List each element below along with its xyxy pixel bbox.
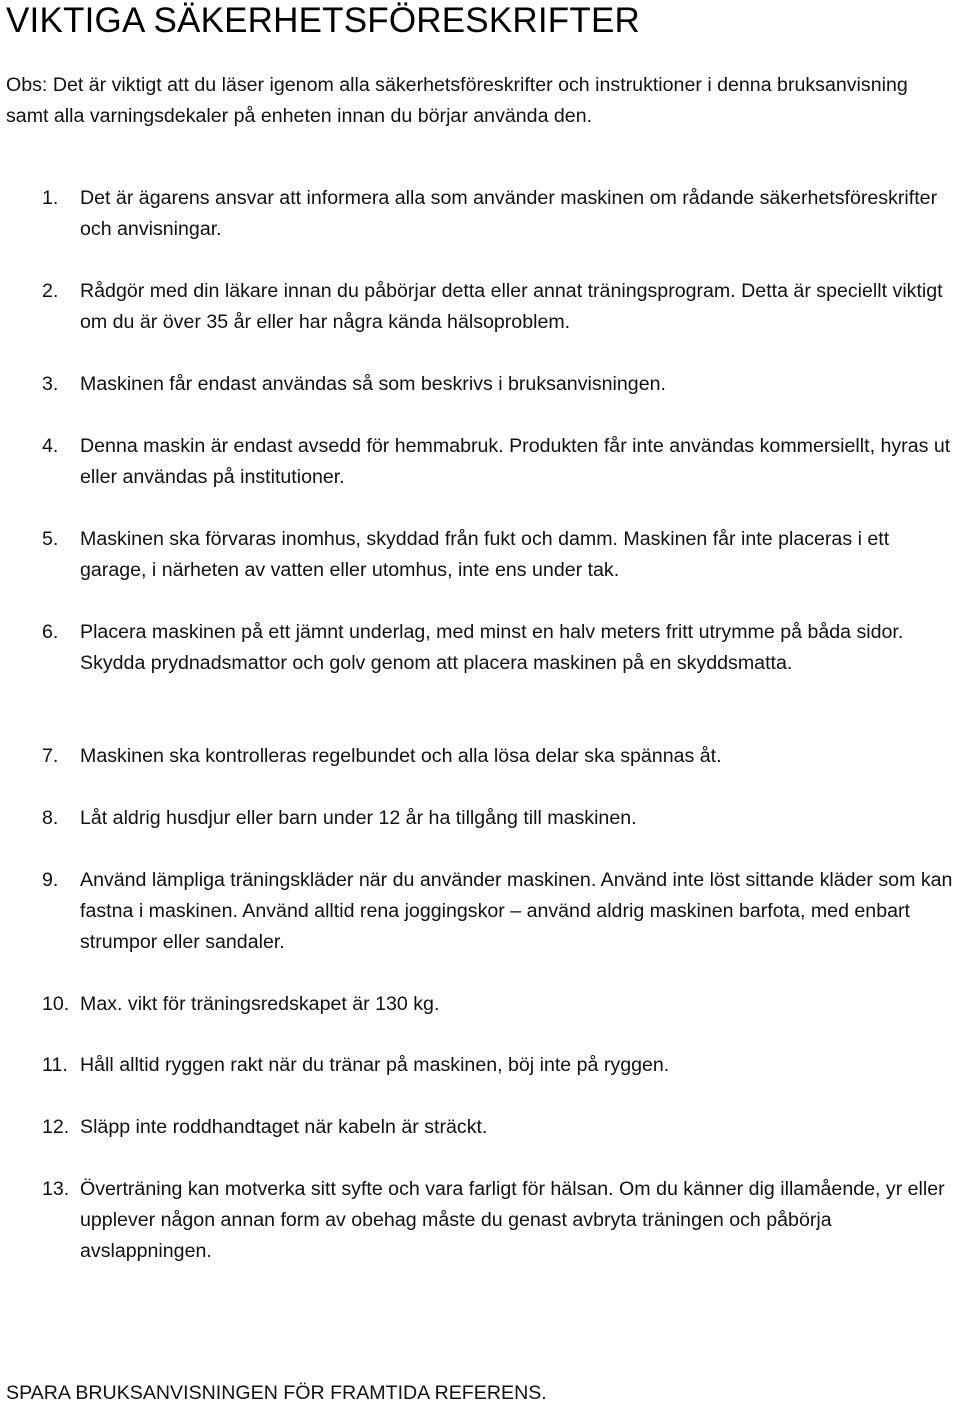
item-number: 13.: [42, 1178, 70, 1200]
footer-note: SPARA BRUKSANVISNINGEN FÖR FRAMTIDA REFERENS.: [6, 1382, 547, 1404]
item-text: Maskinen ska förvaras inomhus, skyddad från fukt och damm. Maskinen får inte placeras i ett garage, i närheten av vatten eller utomhus, inte ens under tak.: [80, 528, 890, 581]
item-number: 9.: [42, 869, 59, 891]
item-number: 2.: [42, 280, 59, 302]
item-number: 1.: [42, 187, 59, 209]
item-text: Det är ägarens ansvar att informera alla som använder maskinen om rådande säkerhetsföreskrifter och anvisningar.: [80, 187, 938, 240]
item-number: 8.: [42, 807, 59, 829]
item-text: Låt aldrig husdjur eller barn under 12 år ha tillgång till maskinen.: [80, 807, 637, 829]
item-number: 5.: [42, 528, 59, 550]
item-number: 6.: [42, 621, 59, 643]
item-text: Släpp inte roddhandtaget när kabeln är sträckt.: [80, 1116, 488, 1138]
intro-paragraph: Obs: Det är viktigt att du läser igenom alla säkerhetsföreskrifter och instruktioner i denna bruksanvisning samt alla varningsdekaler på enheten innan du börjar använda den.: [6, 74, 908, 127]
item-text: Maskinen får endast användas så som beskrivs i bruksanvisningen.: [80, 373, 666, 395]
item-number: 4.: [42, 435, 59, 457]
item-text: Placera maskinen på ett jämnt underlag, med minst en halv meters fritt utrymme på båda sidor. Skydda prydnadsmattor och golv genom att placera maskinen på en skyddsmatta.: [80, 621, 904, 674]
item-text: Rådgör med din läkare innan du påbörjar detta eller annat träningsprogram. Detta är speciellt viktigt om du är över 35 år eller har några kända hälsoproblem.: [80, 280, 943, 333]
item-number: 10.: [42, 993, 70, 1015]
item-number: 7.: [42, 745, 59, 767]
item-text: Håll alltid ryggen rakt när du tränar på maskinen, böj inte på ryggen.: [80, 1054, 670, 1076]
item-text: Denna maskin är endast avsedd för hemmabruk. Produkten får inte användas kommersiellt, hyras ut eller användas på institutioner.: [80, 435, 951, 488]
page-title: VIKTIGA SÄKERHETSFÖRESKRIFTER: [6, 1, 640, 40]
item-text: Använd lämpliga träningskläder när du använder maskinen. Använd inte löst sittande kläder som kan fastna i maskinen. Använd alltid rena joggingskor – använd aldrig maskinen barfota, med enbart strumpor eller sandaler.: [80, 869, 953, 953]
item-text: Maskinen ska kontrolleras regelbundet och alla lösa delar ska spännas åt.: [80, 745, 722, 767]
item-number: 3.: [42, 373, 59, 395]
item-number: 11.: [42, 1054, 68, 1076]
item-number: 12.: [42, 1116, 70, 1138]
item-text: Överträning kan motverka sitt syfte och vara farligt för hälsan. Om du känner dig illamående, yr eller upplever någon annan form av obehag måste du genast avbryta träningen och påbörja avslappningen.: [80, 1178, 945, 1262]
item-text: Max. vikt för träningsredskapet är 130 kg.: [80, 993, 440, 1015]
